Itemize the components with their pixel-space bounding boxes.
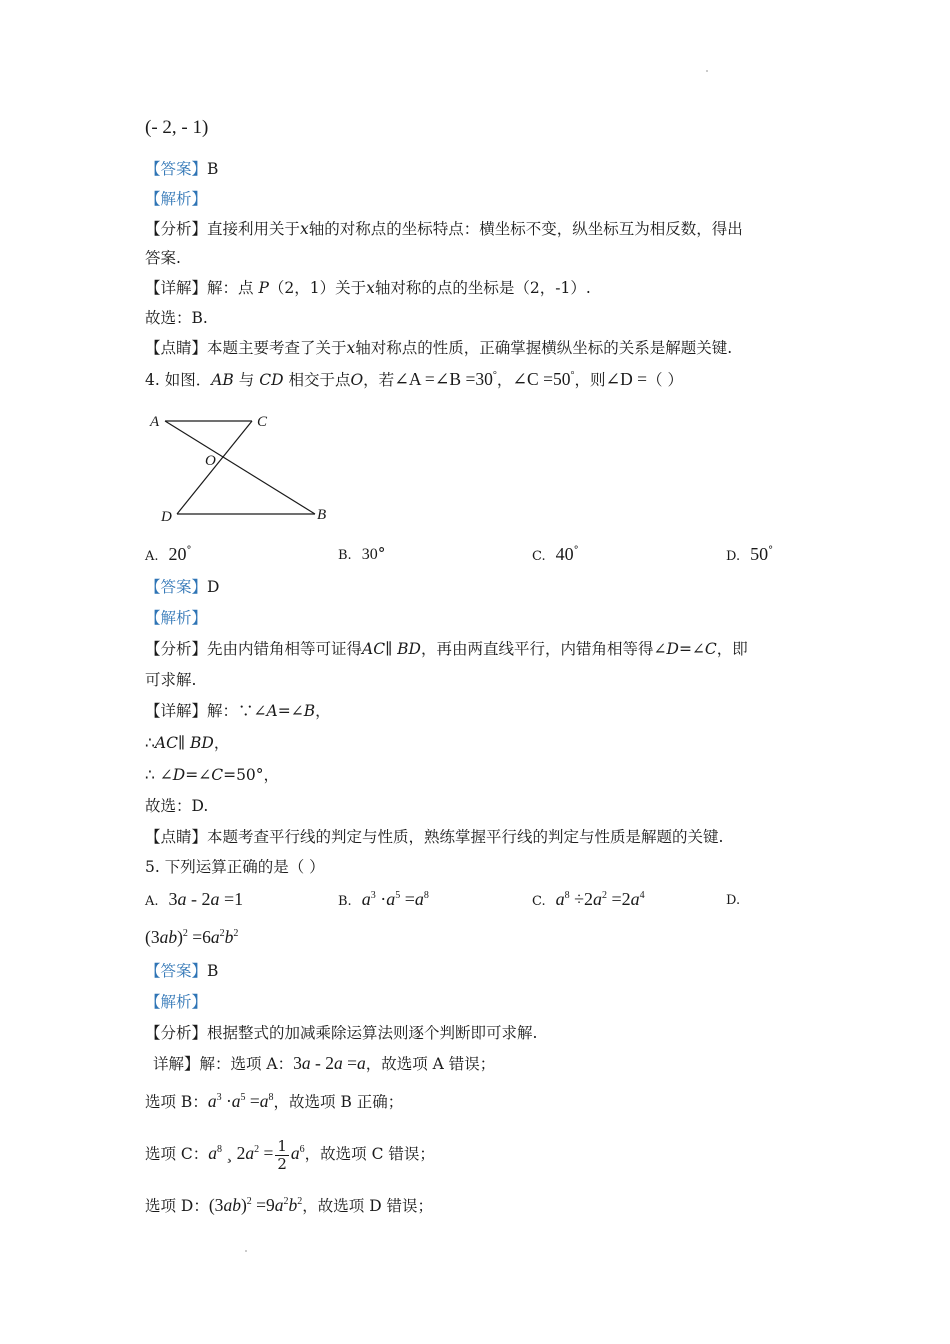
q5-fenxi: 【分析】根据整式的加减乘除运算法则逐个判断即可求解. [145,1024,538,1042]
q4-xiangjie: 【详解】解：∵∠A=∠B， [145,702,331,720]
q4-option-d: D. 50° [726,544,774,564]
q3-xiangjie: 【详解】解：点 P（2，1）关于x轴对称的点的坐标是（2，-1）. [145,279,591,297]
q3-analysis-tag: 【解析】 [145,190,208,208]
q4-fenxi-cont: 可求解. [145,671,197,689]
q5-xiangjie-c: 选项 C：$a^8$ ¸ $2a^2$ = $\frac{1}{2}$ $a^6$，故选项 C 错误； [145,1136,435,1173]
q4-analysis-tag: 【解析】 [145,609,208,627]
q4-option-b: B. 30° [338,545,386,563]
q3-guxuan: 故选：B. [145,309,208,327]
q5-answer: 【答案】B [145,962,219,980]
q5-stem: 5. 下列运算正确的是（ ） [145,858,325,876]
label-c: C [257,414,268,430]
q5-option-c: C. $a^8 \div 2a^2 =2a^4$ [532,889,645,909]
label-d: D [161,509,172,525]
q5-option-d-expr: $(3ab)^2 =6a^2b^2$ [145,927,239,947]
q5-xiangjie-a: 详解】解：选项 A：3a - 2a =a，故选项 A 错误； [153,1053,496,1073]
label-a: A [150,414,160,430]
q3-answer: 【答案】B [145,160,219,178]
q4-stem: 4. 如图．AB 与 CD 相交于点O，若∠A =∠B =30°，∠C =50°，则∠D =（ ） [145,369,683,389]
q4-fenxi: 【分析】先由内错角相等可证得AC∥ BD，再由两直线平行，内错角相等得∠D=∠C，即 [145,640,748,658]
scan-speck [706,70,708,72]
q4-therefore-2: ∴ ∠D=∠C=50°， [145,766,280,784]
q5-option-d: D. [726,893,741,908]
q5-xiangjie-b: 选项 B：$a^3 \cdot a^5 =a^8$，故选项 B 正确； [145,1091,404,1111]
q5-option-b: B. $a^3 \cdot a^5 =a^8$ [338,889,429,909]
q3-fenxi: 【分析】直接利用关于x轴的对称点的坐标特点：横坐标不变，纵坐标互为相反数，得出 [145,220,743,238]
scan-speck [245,1250,247,1252]
q4-figure [140,408,340,528]
label-b: B [317,507,327,523]
q5-xiangjie-d: 选项 D：$(3ab)^2 =9a^2b^2$，故选项 D 错误； [145,1195,434,1215]
fraction-one-half: $\frac{1}{2}$ [277,1136,287,1173]
q4-answer: 【答案】D [145,578,220,596]
q4-option-a: A. 20° [145,544,192,564]
q3-dianjing: 【点睛】本题主要考查了关于x轴对称点的性质，正确掌握横纵坐标的关系是解题关键. [145,339,733,357]
q5-analysis-tag: 【解析】 [145,993,208,1011]
q4-option-c: C. 40° [532,544,579,564]
q5-option-a: A. 3a - 2a =1 [145,889,244,909]
q4-therefore-1: ∴AC∥ BD， [145,734,230,752]
q4-dianjing: 【点睛】本题考查平行线的判定与性质，熟练掌握平行线的判定与性质是解题的关键. [145,828,724,846]
q3-fenxi-cont: 答案. [145,249,181,267]
label-o: O [205,453,216,469]
q4-guxuan: 故选：D. [145,797,209,815]
top-fragment: (- 2, - 1) [145,117,209,138]
